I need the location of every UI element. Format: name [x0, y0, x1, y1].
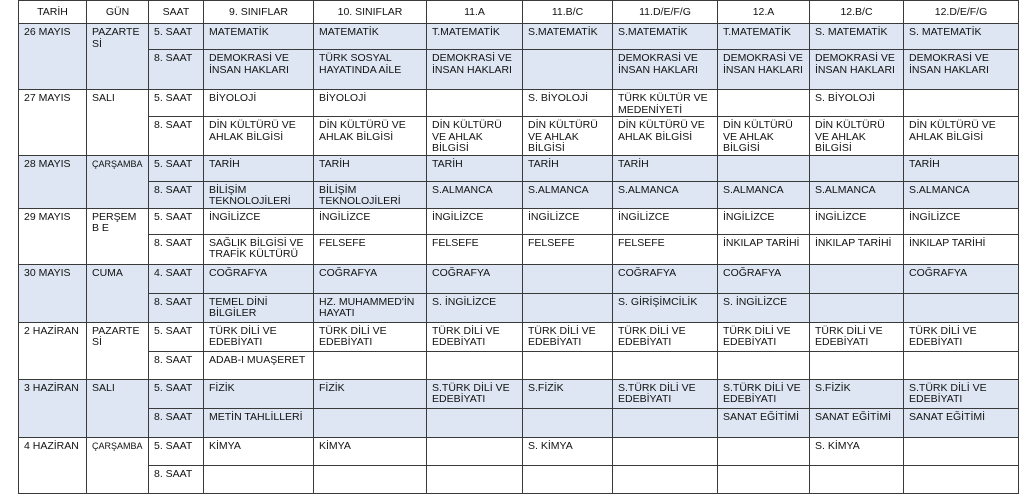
exam-cell — [904, 437, 1019, 465]
exam-cell: DEMOKRASİ VE İNSAN HAKLARI — [904, 50, 1019, 90]
exam-cell: TÜRK DİLİ VE EDEBİYATI — [613, 322, 718, 351]
period-cell: 8. SAAT — [149, 293, 204, 322]
exam-cell — [204, 465, 314, 493]
exam-cell: İNKILAP TARİHİ — [718, 234, 810, 264]
table-row — [19, 322, 1019, 351]
exam-cell: DEMOKRASİ VE İNSAN HAKLARI — [810, 50, 904, 90]
period-cell: 8. SAAT — [149, 351, 204, 379]
exam-cell: İNKILAP TARİHİ — [904, 234, 1019, 264]
table-row — [19, 293, 1019, 322]
exam-cell: SANAT EĞİTİMİ — [810, 408, 904, 437]
header-cell: 10. SINIFLAR — [314, 1, 427, 24]
exam-cell: DEMOKRASİ VE İNSAN HAKLARI — [427, 50, 523, 90]
exam-cell: MATEMATİK — [204, 24, 314, 50]
period-cell: 8. SAAT — [149, 50, 204, 90]
exam-cell — [904, 90, 1019, 117]
exam-cell — [904, 351, 1019, 379]
period-cell: 8. SAAT — [149, 408, 204, 437]
exam-cell: DİN KÜLTÜRÜ VE AHLAK BİLGİSİ — [613, 117, 718, 156]
exam-cell — [810, 351, 904, 379]
period-cell: 5. SAAT — [149, 322, 204, 351]
exam-cell: İNGİLİZCE — [718, 208, 810, 234]
period-cell: 5. SAAT — [149, 208, 204, 234]
table-row — [19, 181, 1019, 208]
period-cell: 5. SAAT — [149, 437, 204, 465]
exam-cell — [427, 437, 523, 465]
exam-cell: TEMEL DİNİ BİLGİLER — [204, 293, 314, 322]
exam-cell: S. KİMYA — [523, 437, 613, 465]
exam-cell — [427, 465, 523, 493]
exam-cell: BİYOLOJİ — [204, 90, 314, 117]
header-cell: SAAT — [149, 1, 204, 24]
exam-cell — [718, 90, 810, 117]
exam-cell: S.FİZİK — [810, 379, 904, 408]
exam-cell: S.ALMANCA — [718, 181, 810, 208]
exam-cell — [810, 264, 904, 293]
exam-cell: DEMOKRASİ VE İNSAN HAKLARI — [613, 50, 718, 90]
period-cell: 5. SAAT — [149, 379, 204, 408]
day-cell: PAZARTE Sİ — [87, 24, 149, 90]
exam-cell — [810, 465, 904, 493]
exam-cell: TÜRK SOSYAL HAYATINDA AİLE — [314, 50, 427, 90]
exam-cell: İNGİLİZCE — [810, 208, 904, 234]
exam-cell: S.ALMANCA — [613, 181, 718, 208]
exam-cell — [523, 465, 613, 493]
exam-cell: FİZİK — [204, 379, 314, 408]
period-cell: 5. SAAT — [149, 155, 204, 181]
day-cell: PAZARTE Sİ — [87, 322, 149, 379]
header-cell: 12.D/E/F/G — [904, 1, 1019, 24]
exam-cell — [314, 351, 427, 379]
exam-cell: S.TÜRK DİLİ VE EDEBİYATI — [613, 379, 718, 408]
date-cell: 30 MAYIS — [19, 264, 87, 322]
exam-cell: METİN TAHLİLLERİ — [204, 408, 314, 437]
exam-cell: COĞRAFYA — [904, 264, 1019, 293]
exam-cell: FELSEFE — [523, 234, 613, 264]
exam-cell: İNKILAP TARİHİ — [810, 234, 904, 264]
table-row — [19, 90, 1019, 117]
exam-cell: FELSEFE — [613, 234, 718, 264]
exam-cell: İNGİLİZCE — [523, 208, 613, 234]
exam-cell: TÜRK DİLİ VE EDEBİYATI — [314, 322, 427, 351]
exam-cell: SANAT EĞİTİMİ — [718, 408, 810, 437]
exam-cell: SANAT EĞİTİMİ — [904, 408, 1019, 437]
exam-cell — [904, 293, 1019, 322]
table-row — [19, 155, 1019, 181]
exam-cell — [427, 90, 523, 117]
date-cell: 2 HAZİRAN — [19, 322, 87, 379]
exam-cell: S.ALMANCA — [904, 181, 1019, 208]
exam-cell: TÜRK DİLİ VE EDEBİYATI — [810, 322, 904, 351]
exam-cell: TÜRK DİLİ VE EDEBİYATI — [427, 322, 523, 351]
day-cell: SALI — [87, 90, 149, 156]
exam-cell: S.FİZİK — [523, 379, 613, 408]
table-row — [19, 379, 1019, 408]
header-cell: 11.B/C — [523, 1, 613, 24]
exam-cell — [314, 408, 427, 437]
exam-cell — [523, 264, 613, 293]
table-row — [19, 50, 1019, 90]
period-cell: 5. SAAT — [149, 24, 204, 50]
date-cell: 29 MAYIS — [19, 208, 87, 264]
period-cell: 8. SAAT — [149, 234, 204, 264]
exam-cell: TÜRK DİLİ VE EDEBİYATI — [204, 322, 314, 351]
exam-cell: SAĞLIK BİLGİSİ VE TRAFİK KÜLTÜRÜ — [204, 234, 314, 264]
exam-cell: S.TÜRK DİLİ VE EDEBİYATI — [427, 379, 523, 408]
exam-cell: S.TÜRK DİLİ VE EDEBİYATI — [718, 379, 810, 408]
exam-cell — [427, 408, 523, 437]
exam-cell — [427, 351, 523, 379]
exam-cell: T.MATEMATİK — [718, 24, 810, 50]
exam-cell: COĞRAFYA — [314, 264, 427, 293]
exam-cell: FELSEFE — [314, 234, 427, 264]
exam-cell — [523, 408, 613, 437]
exam-cell — [810, 155, 904, 181]
table-row — [19, 234, 1019, 264]
exam-cell — [613, 437, 718, 465]
exam-cell: TÜRK DİLİ VE EDEBİYATI — [904, 322, 1019, 351]
exam-cell: BİLİŞİM TEKNOLOJİLERİ — [314, 181, 427, 208]
exam-schedule — [18, 0, 1018, 494]
period-cell: 5. SAAT — [149, 90, 204, 117]
exam-cell: İNGİLİZCE — [904, 208, 1019, 234]
exam-cell: COĞRAFYA — [613, 264, 718, 293]
date-cell: 27 MAYIS — [19, 90, 87, 156]
exam-cell — [314, 465, 427, 493]
exam-cell: İNGİLİZCE — [613, 208, 718, 234]
exam-cell: DİN KÜLTÜRÜ VE AHLAK BİLGİSİ — [810, 117, 904, 156]
exam-cell: KİMYA — [204, 437, 314, 465]
exam-cell — [718, 437, 810, 465]
exam-cell: S. BİYOLOJİ — [810, 90, 904, 117]
table-row — [19, 117, 1019, 156]
exam-cell: S.MATEMATİK — [523, 24, 613, 50]
day-cell: CUMA — [87, 264, 149, 322]
exam-cell: BİYOLOJİ — [314, 90, 427, 117]
exam-cell: TARİH — [523, 155, 613, 181]
exam-cell: S. İNGİLİZCE — [427, 293, 523, 322]
exam-cell: İNGİLİZCE — [314, 208, 427, 234]
exam-cell: S. MATEMATİK — [810, 24, 904, 50]
exam-cell: ADAB-I MUAŞERET — [204, 351, 314, 379]
exam-cell: DİN KÜLTÜRÜ VE AHLAK BİLGİSİ — [204, 117, 314, 156]
exam-cell — [718, 465, 810, 493]
exam-cell: HZ. MUHAMMED'İN HAYATI — [314, 293, 427, 322]
date-cell: 26 MAYIS — [19, 24, 87, 90]
day-cell: PERŞEMB E — [87, 208, 149, 264]
exam-cell: TARİH — [904, 155, 1019, 181]
date-cell: 28 MAYIS — [19, 155, 87, 208]
exam-cell: S. MATEMATİK — [904, 24, 1019, 50]
exam-cell: TARİH — [427, 155, 523, 181]
exam-cell: COĞRAFYA — [204, 264, 314, 293]
header-cell: 11.A — [427, 1, 523, 24]
exam-cell: TÜRK DİLİ VE EDEBİYATI — [523, 322, 613, 351]
exam-cell: COĞRAFYA — [718, 264, 810, 293]
header-cell: 9. SINIFLAR — [204, 1, 314, 24]
exam-cell: S.ALMANCA — [810, 181, 904, 208]
exam-cell: T.MATEMATİK — [427, 24, 523, 50]
exam-cell: S.TÜRK DİLİ VE EDEBİYATI — [904, 379, 1019, 408]
header-row — [19, 1, 1019, 24]
period-cell: 8. SAAT — [149, 181, 204, 208]
exam-cell — [523, 351, 613, 379]
exam-cell: DEMOKRASİ VE İNSAN HAKLARI — [718, 50, 810, 90]
exam-cell — [904, 465, 1019, 493]
exam-cell: MATEMATİK — [314, 24, 427, 50]
exam-cell: KİMYA — [314, 437, 427, 465]
header-cell: TARİH — [19, 1, 87, 24]
exam-cell — [718, 155, 810, 181]
exam-cell: DİN KÜLTÜRÜ VE AHLAK BİLGİSİ — [523, 117, 613, 156]
table-row — [19, 208, 1019, 234]
header-cell: 12.B/C — [810, 1, 904, 24]
exam-cell: İNGİLİZCE — [427, 208, 523, 234]
day-cell: SALI — [87, 379, 149, 437]
period-cell: 8. SAAT — [149, 117, 204, 156]
exam-cell: İNGİLİZCE — [204, 208, 314, 234]
day-cell: ÇARŞAMBA — [87, 437, 149, 493]
exam-cell: S.MATEMATİK — [613, 24, 718, 50]
exam-cell: TARİH — [204, 155, 314, 181]
exam-cell — [613, 465, 718, 493]
exam-cell — [718, 351, 810, 379]
exam-cell: S. İNGİLİZCE — [718, 293, 810, 322]
exam-cell — [613, 351, 718, 379]
exam-schedule-table — [18, 0, 1019, 494]
exam-cell: TARİH — [314, 155, 427, 181]
exam-cell: S. KİMYA — [810, 437, 904, 465]
table-row — [19, 24, 1019, 50]
exam-cell: DİN KÜLTÜRÜ VE AHLAK BİLGİSİ — [314, 117, 427, 156]
exam-cell: TÜRK KÜLTÜR VE MEDENİYETİ — [613, 90, 718, 117]
exam-cell — [523, 50, 613, 90]
header-cell: 12.A — [718, 1, 810, 24]
day-cell: ÇARŞAMBA — [87, 155, 149, 208]
exam-cell — [523, 293, 613, 322]
period-cell: 8. SAAT — [149, 465, 204, 493]
table-row — [19, 264, 1019, 293]
exam-cell: DİN KÜLTÜRÜ VE AHLAK BİLGİSİ — [904, 117, 1019, 156]
date-cell: 4 HAZİRAN — [19, 437, 87, 493]
table-row — [19, 408, 1019, 437]
header-cell: 11.D/E/F/G — [613, 1, 718, 24]
exam-cell: COĞRAFYA — [427, 264, 523, 293]
exam-cell: S. BİYOLOJİ — [523, 90, 613, 117]
exam-cell: BİLİŞİM TEKNOLOJİLERİ — [204, 181, 314, 208]
table-row — [19, 465, 1019, 493]
header-cell: GÜN — [87, 1, 149, 24]
exam-cell: S.ALMANCA — [523, 181, 613, 208]
exam-cell: S. GİRİŞİMCİLİK — [613, 293, 718, 322]
exam-cell: S.ALMANCA — [427, 181, 523, 208]
exam-cell — [613, 408, 718, 437]
exam-cell: FİZİK — [314, 379, 427, 408]
exam-cell: TARİH — [613, 155, 718, 181]
exam-cell: DİN KÜLTÜRÜ VE AHLAK BİLGİSİ — [718, 117, 810, 156]
exam-cell — [810, 293, 904, 322]
table-row — [19, 437, 1019, 465]
exam-cell: DİN KÜLTÜRÜ VE AHLAK BİLGİSİ — [427, 117, 523, 156]
exam-cell: DEMOKRASİ VE İNSAN HAKLARI — [204, 50, 314, 90]
table-row — [19, 351, 1019, 379]
exam-cell: FELSEFE — [427, 234, 523, 264]
exam-cell: TÜRK DİLİ VE EDEBİYATI — [718, 322, 810, 351]
date-cell: 3 HAZİRAN — [19, 379, 87, 437]
period-cell: 4. SAAT — [149, 264, 204, 293]
